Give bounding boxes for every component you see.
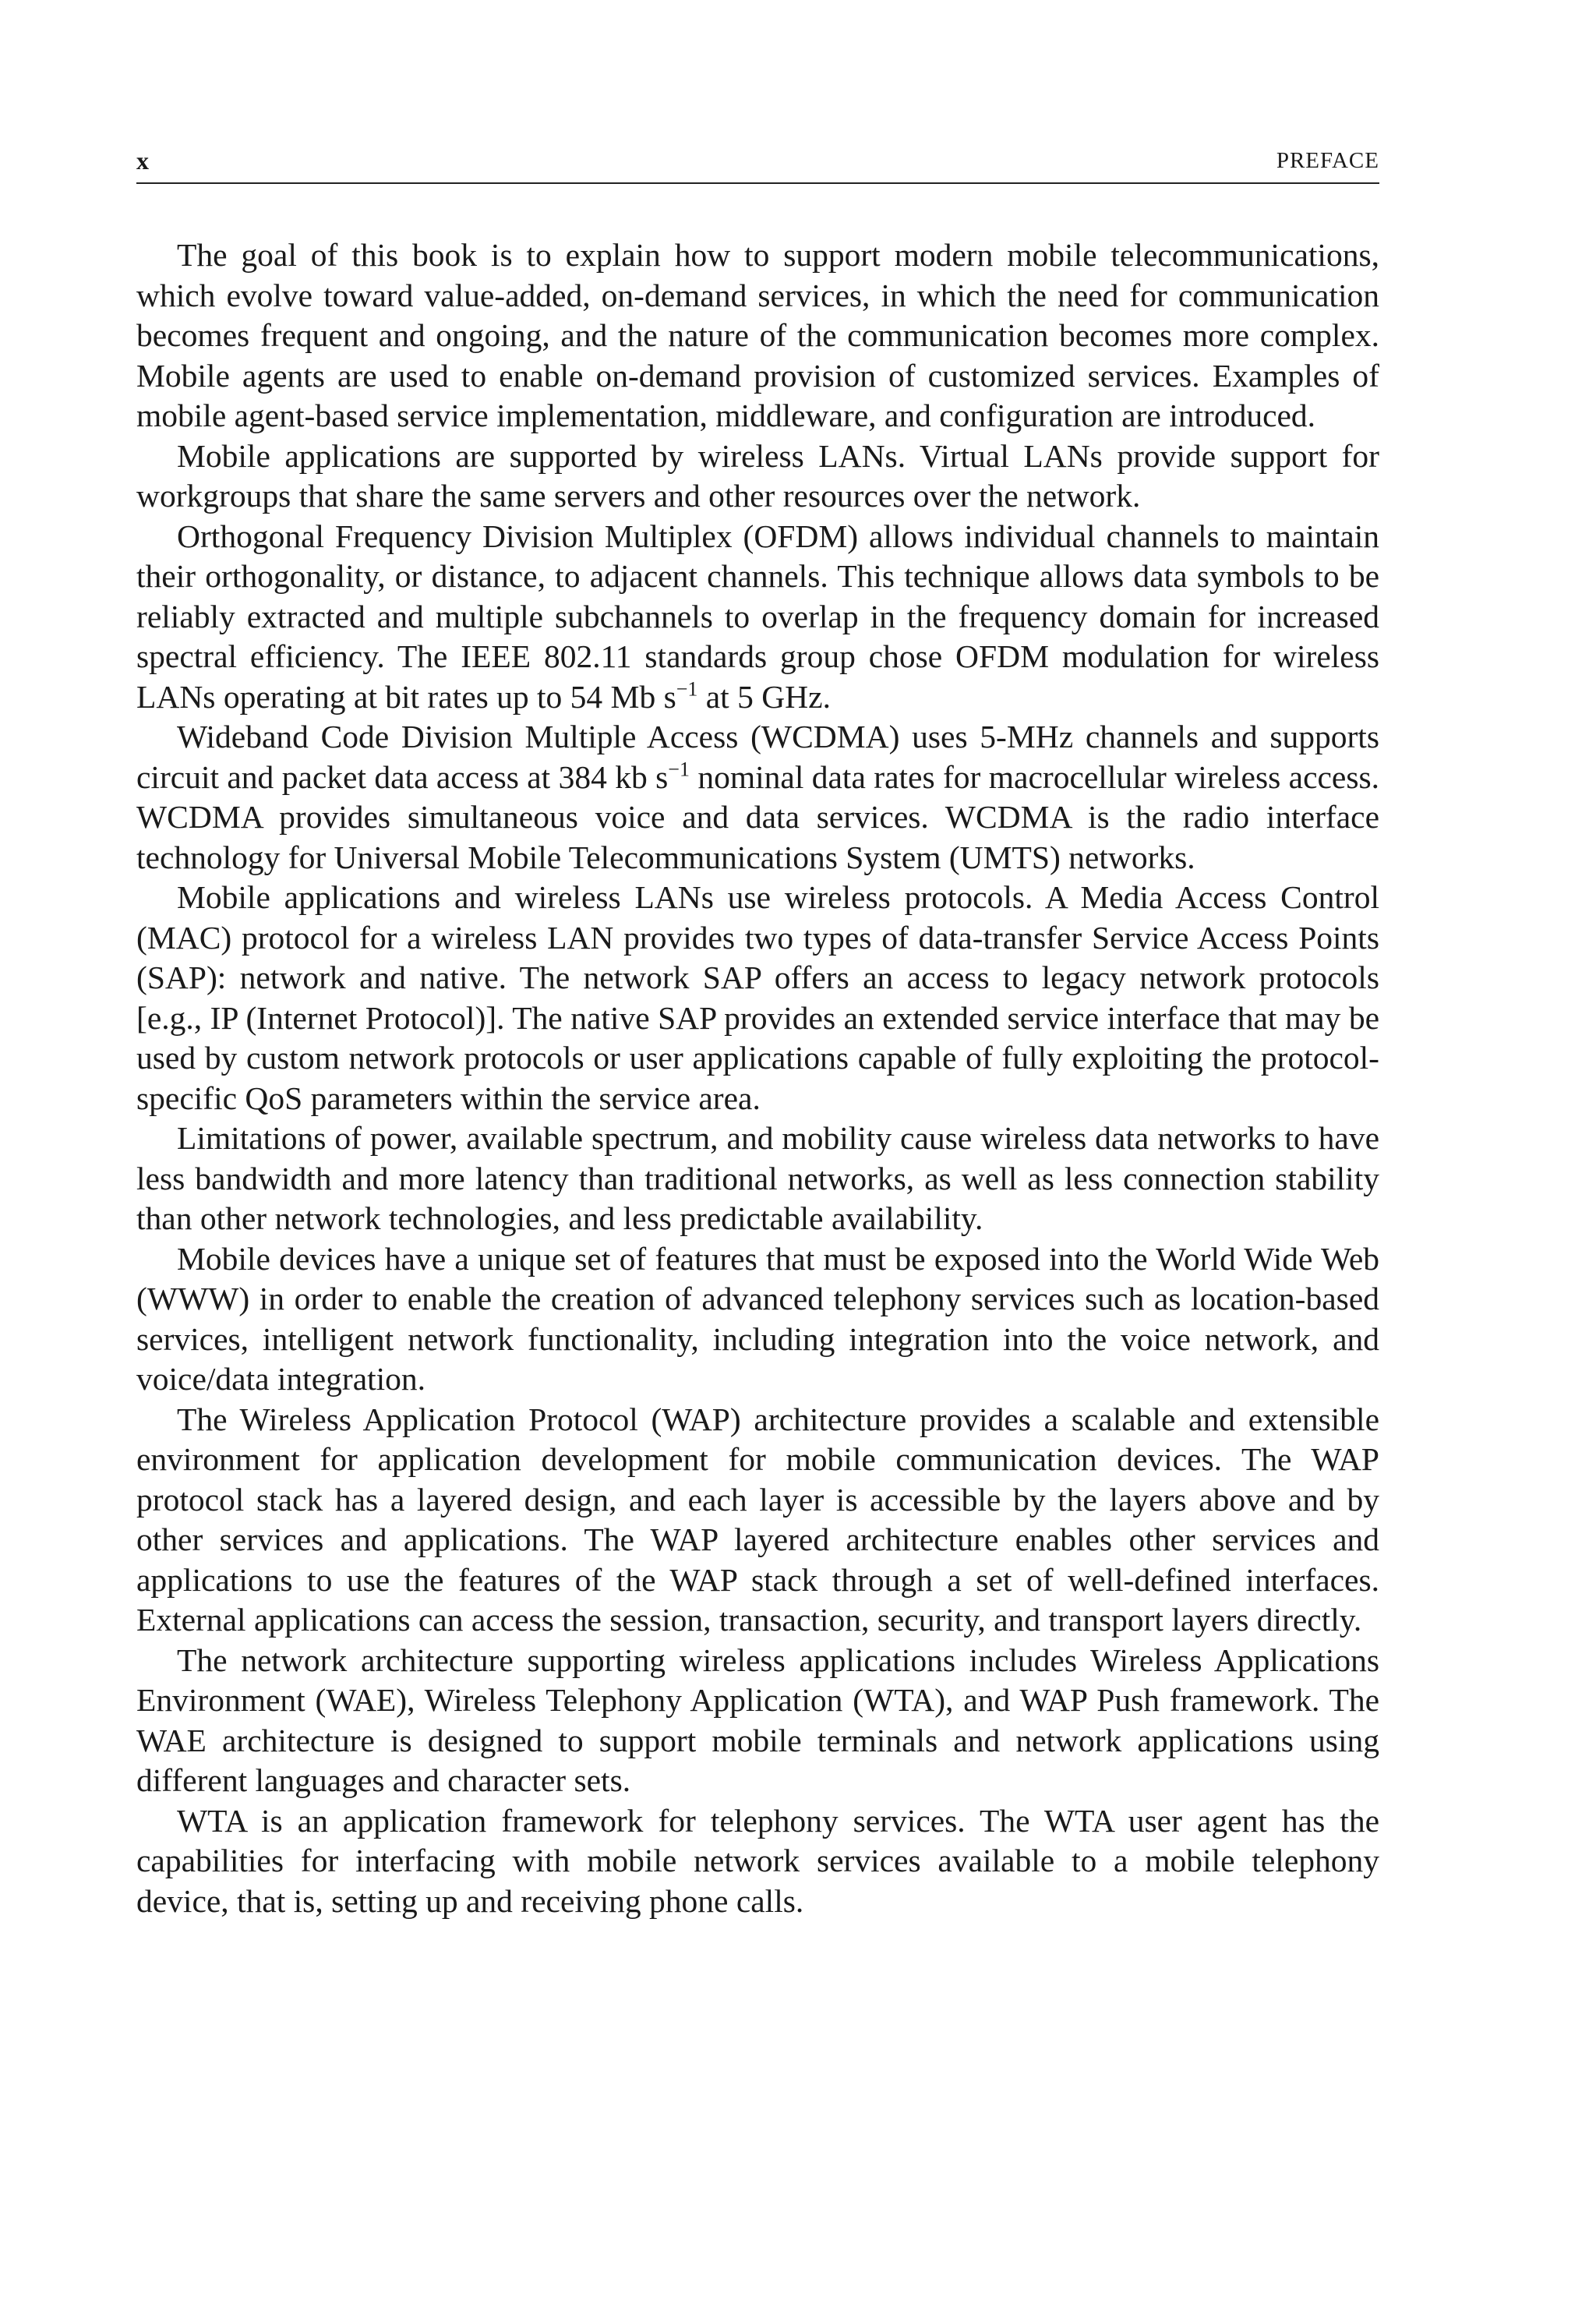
paragraph: The network architecture supporting wireless applications includes Wireless Applications Environment (WAE), Wireless Telephony Application (WTA), and WAP Push framework. The WAE architecture is designed to support mobile terminals and network applications using different languages and character sets. [136,1641,1379,1798]
section-title: PREFACE [1276,148,1379,173]
paragraph: Limitations of power, available spectrum, and mobility cause wireless data networks to have less bandwidth and more latency than traditional networks, as well as less connection stability than other network technologies, and less predictable availability. [136,1120,1379,1236]
paragraph-text: Wideband Code Division Multiple Access (WCDMA) uses 5-MHz channels and supports circuit and packet data access at 384 kb s [136,719,1379,795]
running-header [136,145,1379,184]
paragraph: WTA is an application framework for telephony services. The WTA user agent has the capabilities for interfacing with mobile network services available to a mobile telephony device, that is, setting up and receiving phone calls. [136,1802,1379,1919]
paragraph [136,717,1379,878]
paragraph-text: at 5 GHz. [697,678,831,715]
superscript: −1 [676,677,698,700]
page-number: x [136,147,149,175]
superscript: −1 [668,757,690,780]
paragraph: Mobile applications are supported by wireless LANs. Virtual LANs provide support for workgroups that share the same servers and other resources over the network. [136,437,1379,514]
paragraph-text: nominal data rates for macrocellular wireless access. WCDMA provides simultaneous voice and data services. WCDMA is the radio interface technology for Universal Mobile Telecommunications System (UMTS) networks. [136,758,1379,875]
body-text [136,235,1379,1921]
paragraph: The Wireless Application Protocol (WAP) architecture provides a scalable and extensible environment for application development for mobile communication devices. The WAP protocol stack has a layered design, and each layer is accessible by the layers above and by other services and applications. The WAP layered architecture enables other services and applications to use the features of the WAP stack through a set of well-defined interfaces. External applications can access the session, transaction, security, and transport layers directly. [136,1401,1379,1638]
paragraph: Mobile devices have a unique set of features that must be exposed into the World Wide Web (WWW) in order to enable the creation of advanced telephony services such as location-based services, intelligent network functionality, including integration into the voice network, and voice/data integration. [136,1240,1379,1397]
paragraph-text: Orthogonal Frequency Division Multiplex (OFDM) allows individual channels to maintain their orthogonality, or distance, to adjacent channels. This technique allows data symbols to be reliably extracted and multiple subchannels to overlap in the frequency domain for increased spectral efficiency. The IEEE 802.11 standards group chose OFDM modulation for wireless LANs operating at bit rates up to 54 Mb s [136,518,1379,715]
paragraph: The goal of this book is to explain how to support modern mobile telecommunications, which evolve toward value-added, on-demand services, in which the need for communication becomes frequent and ongoing, and the nature of the communication becomes more complex. Mobile agents are used to enable on-demand provision of customized services. Examples of mobile agent-based service implementation, middleware, and configuration are introduced. [136,237,1379,433]
paragraph [136,517,1379,718]
paragraph: Mobile applications and wireless LANs use wireless protocols. A Media Access Control (MAC) protocol for a wireless LAN provides two types of data-transfer Service Access Points (SAP): network and native. The network SAP offers an access to legacy network protocols [e.g., IP (Internet Protocol)]. The native SAP provides an extended service interface that may be used by custom network protocols or user applications capable of fully exploiting the protocol-specific QoS parameters within the service area. [136,879,1379,1116]
